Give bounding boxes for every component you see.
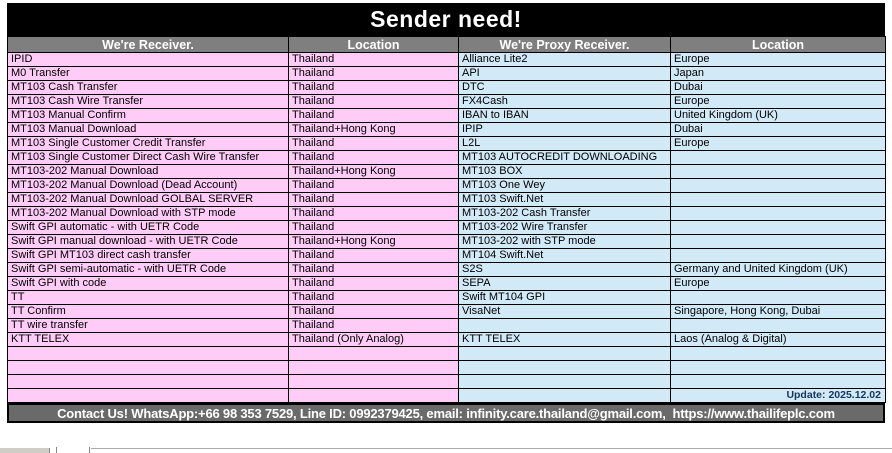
proxy-location-cell[interactable]: Laos (Analog & Digital) — [671, 333, 886, 347]
table-row — [8, 361, 886, 375]
receiver-cell[interactable]: TT wire transfer — [8, 319, 289, 333]
proxy-receiver-cell[interactable] — [459, 347, 671, 361]
receiver-location-cell[interactable] — [289, 361, 459, 375]
receiver-location-cell[interactable]: Thailand — [289, 95, 459, 109]
proxy-location-cell[interactable] — [671, 235, 886, 249]
receiver-cell[interactable]: M0 Transfer — [8, 67, 289, 81]
receiver-cell[interactable]: MT103-202 Manual Download (Dead Account) — [8, 179, 289, 193]
proxy-receiver-cell[interactable]: VisaNet — [459, 305, 671, 319]
table-row — [8, 305, 886, 319]
receiver-cell[interactable]: MT103 Single Customer Credit Transfer — [8, 137, 289, 151]
proxy-location-cell[interactable]: United Kingdom (UK) — [671, 109, 886, 123]
receiver-location-cell[interactable]: Thailand — [289, 207, 459, 221]
receiver-cell[interactable]: Swift GPI semi-automatic - with UETR Code — [8, 263, 289, 277]
proxy-receiver-cell[interactable]: MT103 AUTOCREDIT DOWNLOADING — [459, 151, 671, 165]
proxy-receiver-cell[interactable]: Alliance Lite2 — [459, 53, 671, 67]
proxy-location-cell[interactable] — [671, 151, 886, 165]
receiver-cell[interactable]: MT103 Cash Wire Transfer — [8, 95, 289, 109]
proxy-receiver-cell[interactable]: MT103-202 Cash Transfer — [459, 207, 671, 221]
table-row — [8, 109, 886, 123]
proxy-location-cell[interactable]: Europe — [671, 95, 886, 109]
proxy-location-cell[interactable] — [671, 347, 886, 361]
sheet-nav-area[interactable] — [0, 448, 50, 453]
table-row — [8, 221, 886, 235]
proxy-location-cell[interactable] — [671, 291, 886, 305]
receiver-cell[interactable]: MT103-202 Manual Download GOLBAL SERVER — [8, 193, 289, 207]
receiver-cell[interactable] — [8, 361, 289, 375]
sheet-tab-strip — [0, 447, 892, 453]
receiver-cell[interactable]: Swift GPI MT103 direct cash transfer — [8, 249, 289, 263]
receiver-location-cell[interactable]: Thailand — [289, 291, 459, 305]
proxy-receiver-cell[interactable]: MT103 Swift.Net — [459, 193, 671, 207]
table-row — [8, 123, 886, 137]
proxy-receiver-cell[interactable]: L2L — [459, 137, 671, 151]
table-row — [8, 263, 886, 277]
column-header-location-1: Location — [289, 37, 459, 53]
receiver-cell[interactable]: MT103 Manual Download — [8, 123, 289, 137]
receiver-location-cell[interactable]: Thailand — [289, 151, 459, 165]
column-header-proxy-receiver: We're Proxy Receiver. — [459, 37, 671, 53]
receiver-location-cell[interactable] — [289, 375, 459, 389]
receiver-location-cell[interactable]: Thailand — [289, 263, 459, 277]
proxy-receiver-cell[interactable]: FX4Cash — [459, 95, 671, 109]
proxy-receiver-cell[interactable]: MT103-202 Wire Transfer — [459, 221, 671, 235]
proxy-location-cell[interactable]: Japan — [671, 67, 886, 81]
receiver-cell[interactable] — [8, 375, 289, 389]
column-header-location-2: Location — [671, 37, 886, 53]
receiver-cell[interactable]: TT Confirm — [8, 305, 289, 319]
receiver-location-cell[interactable]: Thailand — [289, 319, 459, 333]
table-row — [8, 291, 886, 305]
receiver-location-cell[interactable]: Thailand — [289, 81, 459, 95]
receiver-cell[interactable]: MT103 Cash Transfer — [8, 81, 289, 95]
table-row — [8, 319, 886, 333]
proxy-location-cell[interactable]: Germany and United Kingdom (UK) — [671, 263, 886, 277]
table-row — [8, 277, 886, 291]
column-header-receiver: We're Receiver. — [8, 37, 289, 53]
proxy-receiver-cell[interactable] — [459, 375, 671, 389]
table-row — [8, 235, 886, 249]
proxy-location-cell[interactable]: Dubai — [671, 81, 886, 95]
proxy-receiver-cell[interactable]: KTT TELEX — [459, 333, 671, 347]
receiver-location-cell[interactable]: Thailand+Hong Kong — [289, 123, 459, 137]
table-row — [8, 151, 886, 165]
proxy-location-cell[interactable] — [671, 179, 886, 193]
proxy-location-cell[interactable] — [671, 221, 886, 235]
table-row — [8, 67, 886, 81]
proxy-receiver-cell[interactable] — [459, 389, 671, 403]
receiver-cell[interactable]: Swift GPI manual download - with UETR Code — [8, 235, 289, 249]
proxy-receiver-cell[interactable]: IPIP — [459, 123, 671, 137]
table-row — [8, 95, 886, 109]
proxy-location-cell[interactable]: Dubai — [671, 123, 886, 137]
proxy-receiver-cell[interactable]: API — [459, 67, 671, 81]
proxy-receiver-cell[interactable]: IBAN to IBAN — [459, 109, 671, 123]
receiver-cell[interactable]: MT103 Manual Confirm — [8, 109, 289, 123]
proxy-location-cell[interactable] — [671, 207, 886, 221]
proxy-location-cell[interactable] — [671, 375, 886, 389]
tab-strip-divider — [91, 448, 892, 449]
receiver-location-cell[interactable]: Thailand — [289, 179, 459, 193]
receiver-location-cell[interactable]: Thailand+Hong Kong — [289, 235, 459, 249]
receiver-location-cell[interactable]: Thailand — [289, 249, 459, 263]
proxy-location-cell[interactable]: Europe — [671, 277, 886, 291]
receiver-location-cell[interactable] — [289, 389, 459, 403]
table-row — [8, 193, 886, 207]
proxy-receiver-cell[interactable]: MT104 Swift.Net — [459, 249, 671, 263]
proxy-receiver-cell[interactable]: MT103-202 with STP mode — [459, 235, 671, 249]
sheet-tab[interactable] — [56, 447, 90, 453]
contact-footer-text: Contact Us! WhatsApp:+66 98 353 7529, Line ID: 0992379425, email: infinity.care.thailand@gmail.com, https://www.thailifeplc.com — [57, 405, 835, 421]
receiver-cell[interactable] — [8, 389, 289, 403]
proxy-location-cell[interactable] — [671, 319, 886, 333]
proxy-location-cell[interactable] — [671, 193, 886, 207]
sheet-area — [7, 3, 885, 423]
proxy-receiver-cell[interactable]: Swift MT104 GPI — [459, 291, 671, 305]
proxy-location-cell[interactable] — [671, 361, 886, 375]
table-row — [8, 165, 886, 179]
proxy-receiver-cell[interactable]: S2S — [459, 263, 671, 277]
receiver-cell[interactable]: KTT TELEX — [8, 333, 289, 347]
title-bar — [7, 3, 885, 36]
receiver-cell[interactable]: IPID — [8, 53, 289, 67]
main-table — [7, 36, 886, 403]
table-row — [8, 137, 886, 151]
receiver-location-cell[interactable]: Thailand — [289, 221, 459, 235]
receiver-location-cell[interactable]: Thailand — [289, 137, 459, 151]
receiver-location-cell[interactable]: Thailand — [289, 277, 459, 291]
proxy-receiver-cell[interactable] — [459, 361, 671, 375]
proxy-location-cell[interactable]: Singapore, Hong Kong, Dubai — [671, 305, 886, 319]
table-row — [8, 389, 886, 403]
proxy-location-cell[interactable]: Europe — [671, 137, 886, 151]
table-row — [8, 333, 886, 347]
receiver-cell[interactable]: MT103-202 Manual Download — [8, 165, 289, 179]
receiver-cell[interactable] — [8, 347, 289, 361]
receiver-location-cell[interactable]: Thailand+Hong Kong — [289, 165, 459, 179]
table-row — [8, 207, 886, 221]
proxy-location-cell[interactable] — [671, 165, 886, 179]
receiver-location-cell[interactable]: Thailand — [289, 53, 459, 67]
receiver-cell[interactable]: MT103-202 Manual Download with STP mode — [8, 207, 289, 221]
header-row — [8, 37, 886, 53]
receiver-cell[interactable]: TT — [8, 291, 289, 305]
proxy-receiver-cell[interactable]: MT103 BOX — [459, 165, 671, 179]
table-row — [8, 375, 886, 389]
table-row — [8, 81, 886, 95]
proxy-location-cell[interactable]: Update: 2025.12.02 — [671, 389, 886, 403]
proxy-location-cell[interactable] — [671, 249, 886, 263]
receiver-location-cell[interactable]: Thailand — [289, 109, 459, 123]
proxy-receiver-cell[interactable] — [459, 319, 671, 333]
receiver-cell[interactable]: Swift GPI automatic - with UETR Code — [8, 221, 289, 235]
receiver-location-cell[interactable]: Thailand — [289, 67, 459, 81]
receiver-location-cell[interactable]: Thailand — [289, 305, 459, 319]
table-row — [8, 347, 886, 361]
table-row — [8, 249, 886, 263]
receiver-cell[interactable]: MT103 Single Customer Direct Cash Wire Transfer — [8, 151, 289, 165]
proxy-receiver-cell[interactable]: SEPA — [459, 277, 671, 291]
table-row — [8, 53, 886, 67]
proxy-receiver-cell[interactable]: MT103 One Wey — [459, 179, 671, 193]
table-row — [8, 179, 886, 193]
table-body — [8, 53, 886, 403]
page-title: Sender need! — [370, 6, 522, 32]
receiver-cell[interactable]: Swift GPI with code — [8, 277, 289, 291]
receiver-location-cell[interactable]: Thailand — [289, 193, 459, 207]
receiver-location-cell[interactable]: Thailand (Only Analog) — [289, 333, 459, 347]
proxy-receiver-cell[interactable]: DTC — [459, 81, 671, 95]
contact-footer — [7, 403, 885, 423]
receiver-location-cell[interactable] — [289, 347, 459, 361]
proxy-location-cell[interactable]: Europe — [671, 53, 886, 67]
